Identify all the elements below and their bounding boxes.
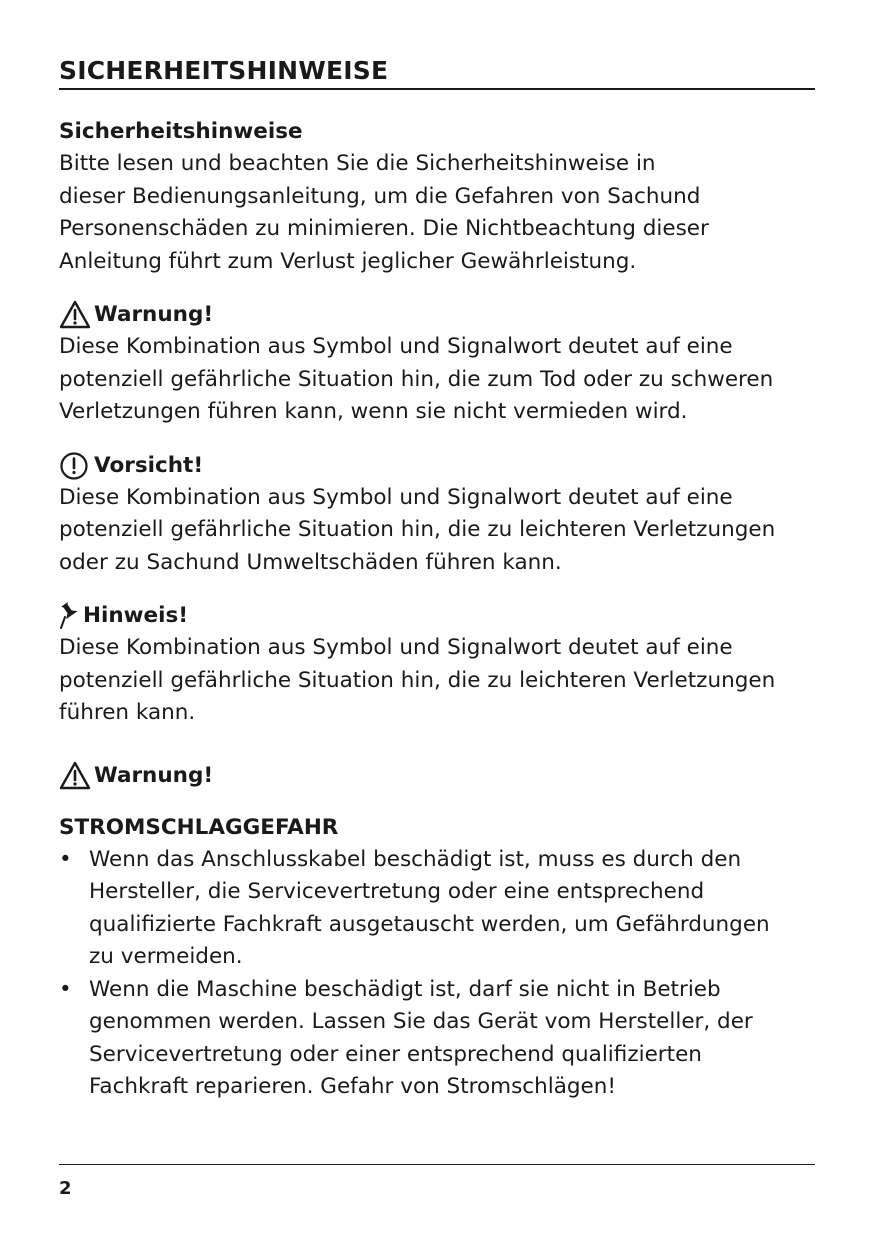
intro-heading: Sicherheitshinweise [59, 119, 303, 144]
note-paragraph [59, 632, 815, 730]
caution-section [59, 450, 815, 580]
intro-line: Anleitung führt zum Verlust jeglicher Gewährleistung. [59, 248, 637, 274]
page-content [59, 116, 815, 1104]
intro-paragraph [59, 148, 815, 278]
list-item [59, 974, 815, 1104]
intro-section [59, 116, 815, 278]
list-item-line: Wenn die Maschine beschädigt ist, darf sie nicht in Betrieb [89, 976, 721, 1002]
note-heading: Hinweis! [83, 603, 189, 628]
warning-line: Verletzungen führen kann, wenn sie nicht vermieden wird. [59, 399, 688, 424]
intro-line: Personenschäden zu minimieren. Die Nichtbeachtung dieser [59, 216, 709, 241]
footer-divider [59, 1164, 815, 1165]
note-heading-row [59, 600, 815, 632]
warning-section [59, 299, 815, 429]
list-item-line: qualifizierte Fachkraft ausgetauscht werden, um Gefährdungen [89, 911, 770, 937]
electric-shock-list [59, 844, 815, 1104]
caution-line: Diese Kombination aus Symbol und Signalwort deutet auf eine [59, 484, 733, 510]
warning-paragraph [59, 331, 815, 429]
intro-line: dieser Bedienungsanleitung, um die Gefahren von Sachund [59, 183, 701, 209]
caution-heading: Vorsicht! [94, 452, 204, 478]
note-section [59, 600, 815, 730]
list-item-line: Fachkraft reparieren. Gefahr von Stromschlägen! [89, 1074, 617, 1099]
warning-triangle-icon [59, 300, 91, 330]
warning2-heading: Warnung! [94, 762, 214, 788]
warning-heading-row [59, 299, 815, 331]
list-item-line: Hersteller, die Servicevertretung oder eine entsprechend [89, 879, 705, 904]
page-header [59, 54, 815, 90]
electric-shock-section [59, 812, 815, 1104]
electric-shock-heading: STROMSCHLAGGEFAHR [59, 814, 339, 840]
pushpin-icon [59, 601, 81, 631]
intro-line: Bitte lesen und beachten Sie die Sicherheitshinweise in [59, 151, 656, 176]
warning-heading: Warnung! [94, 302, 214, 327]
note-line: potenziell gefährliche Situation hin, die zu leichteren Verletzungen [59, 667, 776, 693]
bullet-mark: • [59, 976, 72, 1002]
list-item-line: genommen werden. Lassen Sie das Gerät vom Hersteller, der [89, 1009, 753, 1034]
list-item [59, 844, 815, 974]
bullet-mark: • [59, 846, 72, 872]
exclamation-circle-icon [59, 451, 91, 481]
warning-section-2 [59, 760, 815, 792]
list-item-line: Wenn das Anschlusskabel beschädigt ist, muss es durch den [89, 846, 742, 872]
list-item-line: Servicevertretung oder einer entsprechend qualifizierten [89, 1041, 702, 1067]
note-line: führen kann. [59, 700, 196, 725]
list-item-line: zu vermeiden. [89, 944, 243, 969]
warning-triangle-icon [59, 761, 91, 791]
warning2-heading-row [59, 760, 815, 792]
caution-line: potenziell gefährliche Situation hin, die zu leichteren Verletzungen [59, 517, 776, 542]
page-title: SICHERHEITSHINWEISE [59, 56, 389, 85]
manual-page [59, 0, 815, 1240]
warning-line: potenziell gefährliche Situation hin, die zum Tod oder zu schweren [59, 366, 774, 392]
page-number: 2 [59, 1178, 72, 1199]
note-line: Diese Kombination aus Symbol und Signalwort deutet auf eine [59, 635, 733, 660]
caution-line: oder zu Sachund Umweltschäden führen kann. [59, 549, 562, 575]
warning-line: Diese Kombination aus Symbol und Signalwort deutet auf eine [59, 334, 733, 359]
caution-heading-row [59, 450, 815, 482]
caution-paragraph [59, 482, 815, 580]
